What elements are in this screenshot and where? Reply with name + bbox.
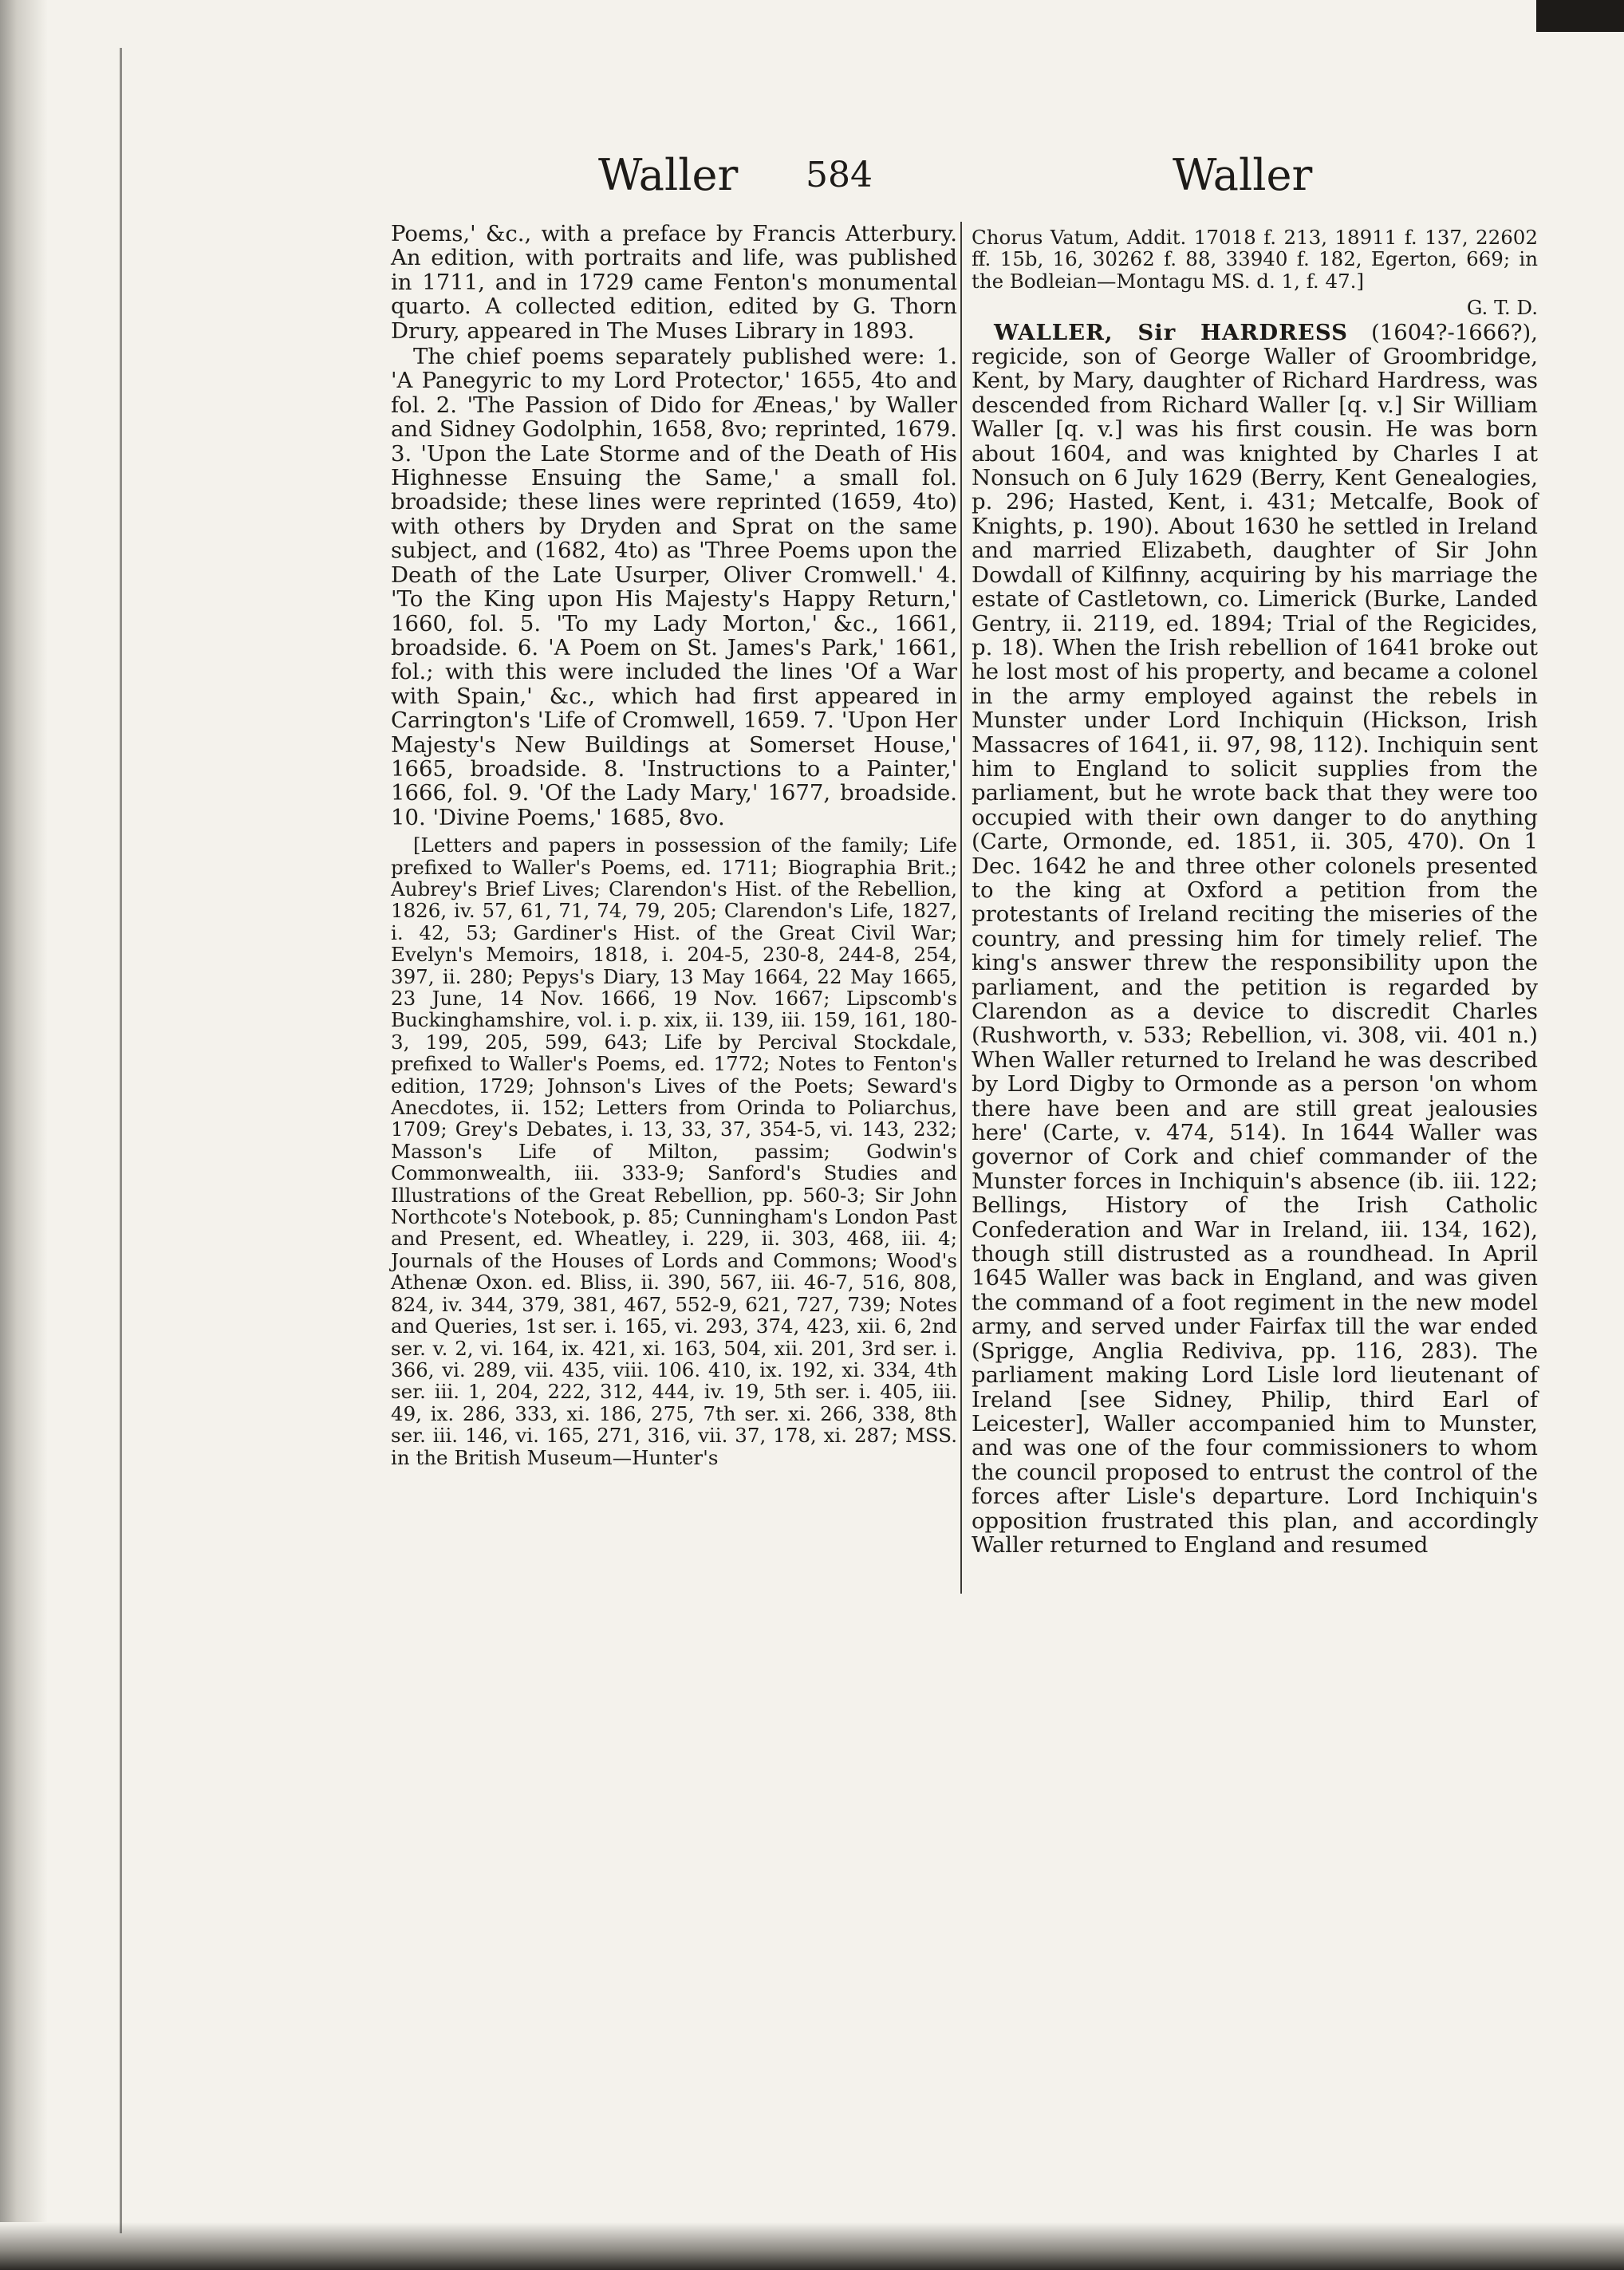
- references-block: [Letters and papers in possession of the family; Life prefixed to Waller's Poems, ed. 1711; Biographia Brit.; Aubrey's Brief Lives; Clarendon's Hist. of the Rebellion, 1826, iv. 57, 61, 71, 74, 79, 205; Clarendon's Life, 1827, i. 42, 53; Gardiner's Hist. of the Great Civil War; Evelyn's Memoirs, 1818, i. 204-5, 230-8, 244-8, 254, 397, ii. 280; Pepys's Diary, 13 May 1664, 22 May 1665, 23 June, 14 Nov. 1666, 19 Nov. 1667; Lipscomb's Buckinghamshire, vol. i. p. xix, ii. 139, iii. 159, 161, 180-3, 199, 205, 599, 643; Life by Percival Stockdale, prefixed to Waller's Poems, ed. 1772; Notes to Fenton's edition, 1729; Johnson's Lives of the Poets; Seward's Anecdotes, ii. 152; Letters from Orinda to Poliarchus, 1709; Grey's Debates, i. 13, 33, 37, 354-5, vi. 143, 232; Masson's Life of Milton, passim; Godwin's Commonwealth, iii. 333-9; Sanford's Studies and Illustrations of the Great Rebellion, pp. 560-3; Sir John Northcote's Notebook, p. 85; Cunningham's London Past and Present, ed. Wheatley, i. 229, ii. 303, 468, iii. 4; Journals of the Houses of Lords and Commons; Wood's Athenæ Oxon. ed. Bliss, ii. 390, 567, iii. 46-7, 516, 808, 824, iv. 344, 379, 381, 467, 552-9, 621, 727, 739; Notes and Queries, 1st ser. i. 165, vi. 293, 374, 423, xii. 6, 2nd ser. v. 2, vi. 164, ix. 421, xi. 163, 504, xii. 201, 3rd ser. i. 366, vi. 289, vii. 435, viii. 106. 410, ix. 192, xi. 334, 4th ser. iii. 1, 204, 222, 312, 444, iv. 19, 5th ser. i. 405, iii. 49, ix. 286, 333, xi. 186, 275, 7th ser. xi. 266, 338, 8th ser. iii. 146, vi. 165, 271, 316, vii. 37, 178, xi. 287; MSS. in the British Museum—Hunter's: [391, 834, 957, 1469]
- page-binding-shadow: [120, 48, 146, 2233]
- right-column: [972, 222, 1538, 1557]
- header-left-word: Waller: [598, 150, 739, 200]
- scan-left-edge: [0, 0, 48, 2270]
- header-right-word: Waller: [1173, 150, 1313, 200]
- page-number: 584: [806, 155, 873, 195]
- author-signature: G. T. D.: [1466, 296, 1538, 320]
- entry-headword: WALLER, Sir HARDRESS: [994, 319, 1348, 345]
- left-column: [391, 222, 957, 1468]
- scan-top-corner: [1536, 0, 1624, 32]
- references-continued: Chorus Vatum, Addit. 17018 f. 213, 18911 f. 137, 22602 ff. 15b, 16, 30262 f. 88, 33940 f. 182, Egerton, 669; in the Bodleian—Montagu MS. d. 1, f. 47.]: [972, 226, 1538, 293]
- paragraph-chief-poems: The chief poems separately published were: 1. 'A Panegyric to my Lord Protector,' 1655, 4to and fol. 2. 'The Passion of Dido for Æneas,' by Waller and Sidney Godolphin, 1658, 8vo; reprinted, 1679. 3. 'Upon the Late Storme and of the Death of His Highnesse Ensuing the Same,' a small fol. broadside; these lines were reprinted (1659, 4to) with others by Dryden and Sprat on the same subject, and (1682, 4to) as 'Three Poems upon the Death of the Late Usurper, Oliver Cromwell.' 4. 'To the King upon His Majesty's Happy Return,' 1660, fol. 5. 'To my Lady Morton,' &c., 1661, broadside. 6. 'A Poem on St. James's Park,' 1661, fol.; with this were included the lines 'Of a War with Spain,' &c., which had first appeared in Carrington's 'Life of Cromwell, 1659. 7. 'Upon Her Majesty's New Buildings at Somerset House,' 1665, broadside. 8. 'Instructions to a Painter,' 1666, fol. 9. 'Of the Lady Mary,' 1677, broadside. 10. 'Divine Poems,' 1685, 8vo.: [391, 344, 957, 830]
- entry-paragraph: [972, 321, 1538, 1558]
- column-rule: [960, 222, 962, 1594]
- paragraph-editions: Poems,' &c., with a preface by Francis Atterbury. An edition, with portraits and life, was published in 1711, and in 1729 came Fenton's monumental quarto. A collected edition, edited by G. Thorn Drury, appeared in The Muses Library in 1893.: [391, 221, 957, 344]
- entry-body: (1604?-1666?), regicide, son of George Waller of Groombridge, Kent, by Mary, daughter of Richard Hardress, was descended from Richard Waller [q. v.] Sir William Waller [q. v.] was his first cousin. He was born about 1604, and was knighted by Charles I at Nonsuch on 6 July 1629 (Berry, Kent Genealogies, p. 296; Hasted, Kent, i. 431; Metcalfe, Book of Knights, p. 190). About 1630 he settled in Ireland and married Elizabeth, daughter of Sir John Dowdall of Kilfinny, acquiring by his marriage the estate of Castletown, co. Limerick (Burke, Landed Gentry, ii. 2119, ed. 1894; Trial of the Regicides, p. 18). When the Irish rebellion of 1641 broke out he lost most of his property, and became a colonel in the army employed against the rebels in Munster under Lord Inchiquin (Hickson, Irish Massacres of 1641, ii. 97, 98, 112). Inchiquin sent him to England to solicit supplies from the parliament, but he wrote back that they were too occupied with their own danger to do anything (Carte, Ormonde, ed. 1851, ii. 305, 470). On 1 Dec. 1642 he and three other colonels presented to the king at Oxford a petition from the protestants of Ireland reciting the miseries of the country, and pressing him for timely relief. The king's answer threw the responsibility upon the parliament, and the petition is regarded by Clarendon as a device to discredit Charles (Rushworth, v. 533; Rebellion, vi. 308, vii. 401 n.) When Waller returned to Ireland he was described by Lord Digby to Ormonde as a person 'on whom there have been and are still great jealousies here' (Carte, v. 474, 514). In 1644 Waller was governor of Cork and chief commander of the Munster forces in Inchiquin's absence (ib. iii. 122; Bellings, History of the Irish Catholic Confederation and War in Ireland, iii. 134, 162), though still distrusted as a roundhead. In April 1645 Waller was back in England, and was given the command of a foot regiment in the new model army, and served under Fairfax till the war ended (Sprigge, Anglia Rediviva, pp. 116, 283). The parliament making Lord Lisle lord lieutenant of Ireland [see Sidney, Philip, third Earl of Leicester], Waller accompanied him to Munster, and was one of the four commissioners to whom the council proposed to entrust the control of the forces after Lisle's departure. Lord Inchiquin's opposition frustrated this plan, and accordingly Waller returned to England and resumed: [972, 319, 1538, 1558]
- running-header: [391, 148, 1332, 203]
- scan-bottom-edge: [0, 2222, 1624, 2270]
